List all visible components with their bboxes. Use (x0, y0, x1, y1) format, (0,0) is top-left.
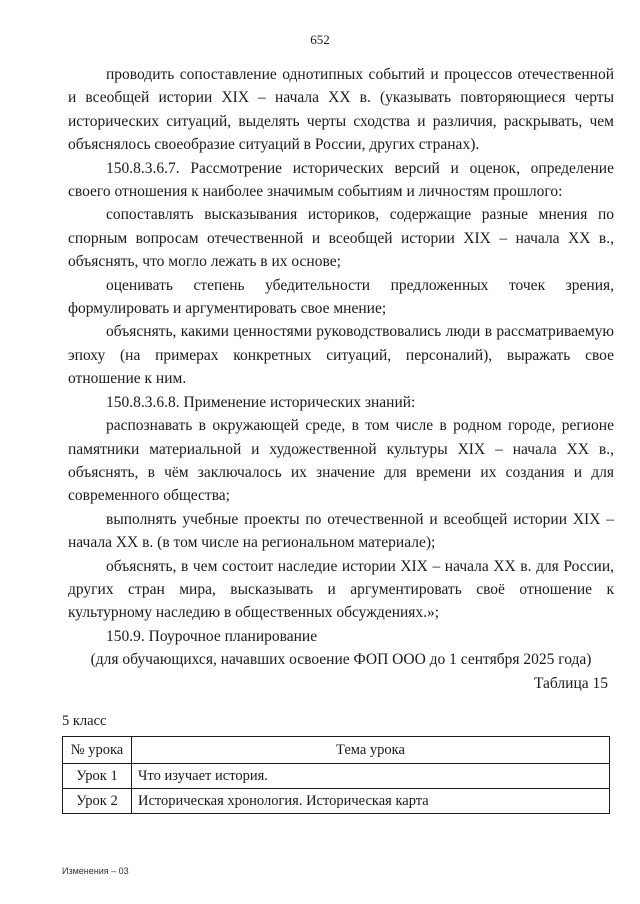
lesson-topic: Что изучает история. (132, 764, 610, 789)
lessons-table (62, 736, 610, 814)
lesson-topic: Историческая хронология. Историческая карта (132, 789, 610, 814)
paragraph: 150.8.3.6.7. Рассмотрение исторических версий и оценок, определение своего отношения к наиболее значимым событиям и личностям прошлого: (68, 159, 614, 201)
section-subtitle: (для обучающихся, начавших освоение ФОП ООО до 1 сентября 2025 года) (90, 651, 592, 669)
table-header-row (63, 737, 610, 764)
class-label: 5 класс (62, 713, 107, 729)
page-number: 652 (310, 32, 330, 47)
paragraph: объяснять, какими ценностями руководствовались люди в рассматриваемую эпоху (на примерах конкретных ситуаций, персоналий), выражать свое отношение к ним. (68, 323, 614, 388)
table-row (63, 789, 610, 814)
paragraph: проводить сопоставление однотипных событий и процессов отечественной и всеобщей истории XIX – начала XX в. (указывать повторяющиеся черты исторических ситуаций, выделять черты сходства и различия, раскрывать, чем объяснялось своеобразие ситуаций в России, других странах). (68, 66, 614, 154)
lesson-number: Урок 1 (63, 764, 132, 789)
paragraph: сопоставлять высказывания историков, содержащие разные мнения по спорным вопросам отечественной и всеобщей истории XIX – начала XX в., объяснять, что могло лежать в их основе; (68, 206, 614, 271)
paragraph: распознавать в окружающей среде, в том числе в родном городе, регионе памятники материальной и художественной культуры XIX – начала XX в., объяснять, в чём заключалось их значение для времени их создания и для современного общества; (68, 417, 614, 505)
paragraph: объяснять, в чем состоит наследие истории XIX – начала XX в. для России, других стран мира, высказывать и аргументировать своё отношение к культурному наследию в общественных обсуждениях.»; (68, 557, 614, 622)
document-body (68, 63, 614, 695)
table-caption: Таблица 15 (533, 674, 608, 692)
header-lesson-number: № урока (63, 737, 132, 764)
lesson-number: Урок 2 (63, 789, 132, 814)
header-lesson-topic: Тема урока (132, 737, 610, 764)
footer-note: Изменения – 03 (62, 866, 129, 876)
section-heading: 150.8.3.6.8. Применение исторических знаний: (106, 393, 416, 411)
paragraph: оценивать степень убедительности предложенных точек зрения, формулировать и аргументировать свое мнение; (68, 276, 614, 318)
table-row (63, 764, 610, 789)
section-heading: 150.9. Поурочное планирование (106, 627, 318, 645)
paragraph: выполнять учебные проекты по отечественной и всеобщей истории XIX – начала XX в. (в том числе на региональном материале); (68, 510, 614, 552)
